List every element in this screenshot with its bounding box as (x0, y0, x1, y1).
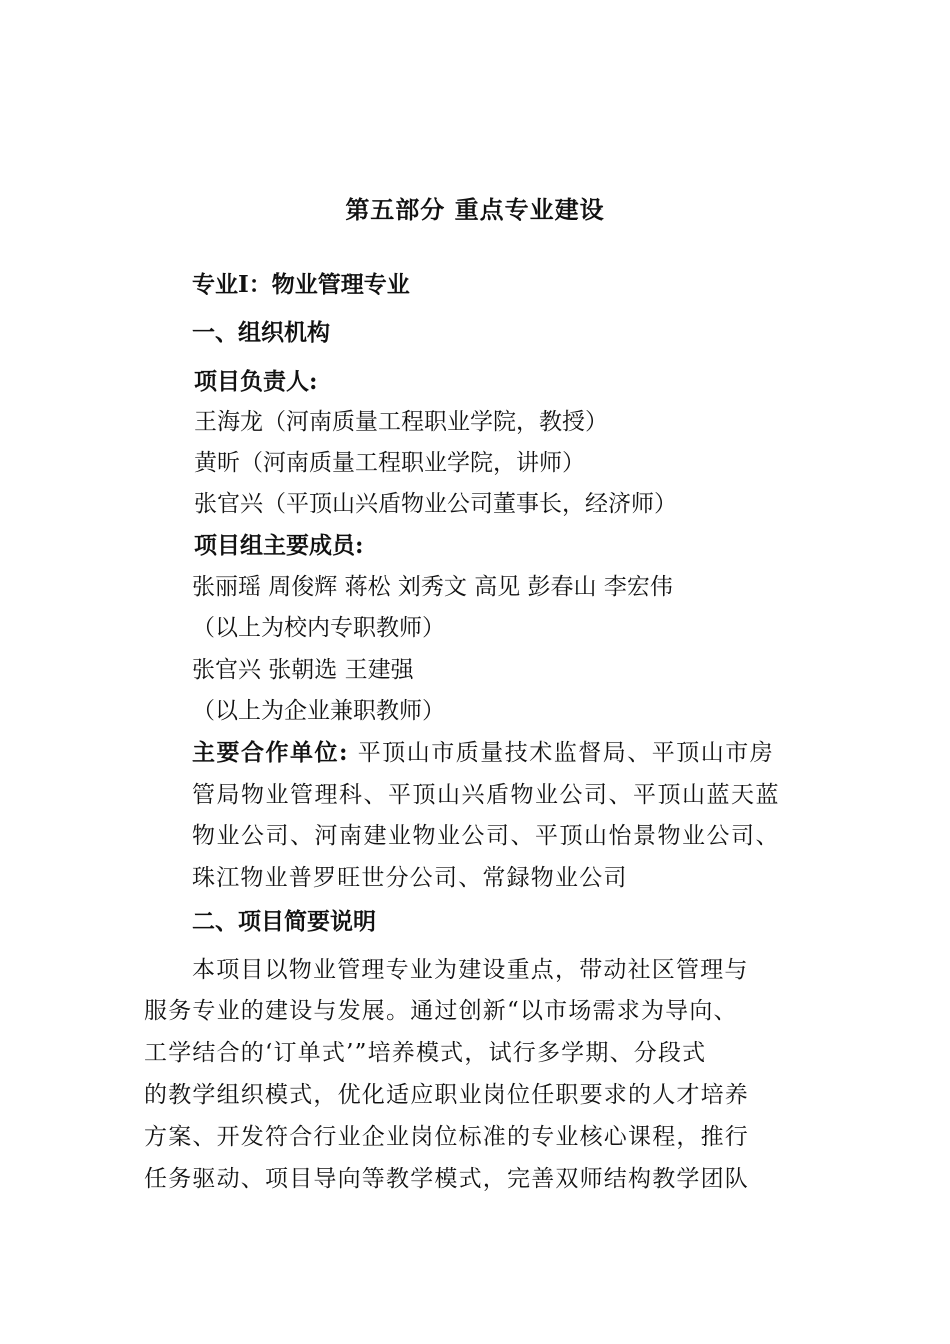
members-external: 张官兴 张朝选 王建强 (192, 657, 414, 683)
section-heading-organization: 一、组织机构 (192, 319, 330, 346)
members-internal: 张丽瑶 周俊辉 蒋松 刘秀文 高见 彭春山 李宏伟 (192, 574, 673, 600)
paragraph-line: 方案、开发符合行业企业岗位标准的专业核心课程，推行 (144, 1124, 749, 1150)
leader-label: 项目负责人: (194, 368, 318, 395)
paragraph-line: 的教学组织模式，优化适应职业岗位任职要求的人才培养 (144, 1082, 749, 1108)
paragraph-line: 服务专业的建设与发展。通过创新“以市场需求为导向、 (144, 998, 738, 1024)
leader-item: 张官兴（平顶山兴盾物业公司董事长，经济师） (194, 491, 677, 517)
partners-line: 珠江物业普罗旺世分公司、常録物业公司 (192, 865, 628, 891)
page-title: 第五部分 重点专业建设 (345, 195, 605, 224)
members-internal-note: （以上为校内专职教师） (192, 615, 445, 641)
partners-line (192, 733, 774, 773)
leader-item: 黄昕（河南质量工程职业学院，讲师） (194, 450, 585, 476)
section-heading-summary: 二、项目简要说明 (192, 908, 376, 935)
paragraph-line: 工学结合的‘订单式’”培养模式，试行多学期、分段式 (144, 1040, 707, 1066)
major-heading: 专业Ⅰ：物业管理专业 (192, 271, 410, 298)
partners-text: 平顶山市质量技术监督局、平顶山市房 (349, 740, 775, 766)
partners-line: 管局物业管理科、平顶山兴盾物业公司、平顶山蓝天蓝 (192, 782, 780, 808)
partners-label: 主要合作单位: (192, 739, 349, 766)
members-label: 项目组主要成员: (194, 532, 364, 559)
paragraph-line: 本项目以物业管理专业为建设重点，带动社区管理与 (192, 957, 749, 983)
paragraph-line: 任务驱动、项目导向等教学模式，完善双师结构教学团队 (144, 1166, 749, 1192)
partners-line: 物业公司、河南建业物业公司、平顶山怡景物业公司、 (192, 823, 780, 849)
members-external-note: （以上为企业兼职教师） (192, 698, 445, 724)
leader-item: 王海龙（河南质量工程职业学院，教授） (194, 409, 608, 435)
